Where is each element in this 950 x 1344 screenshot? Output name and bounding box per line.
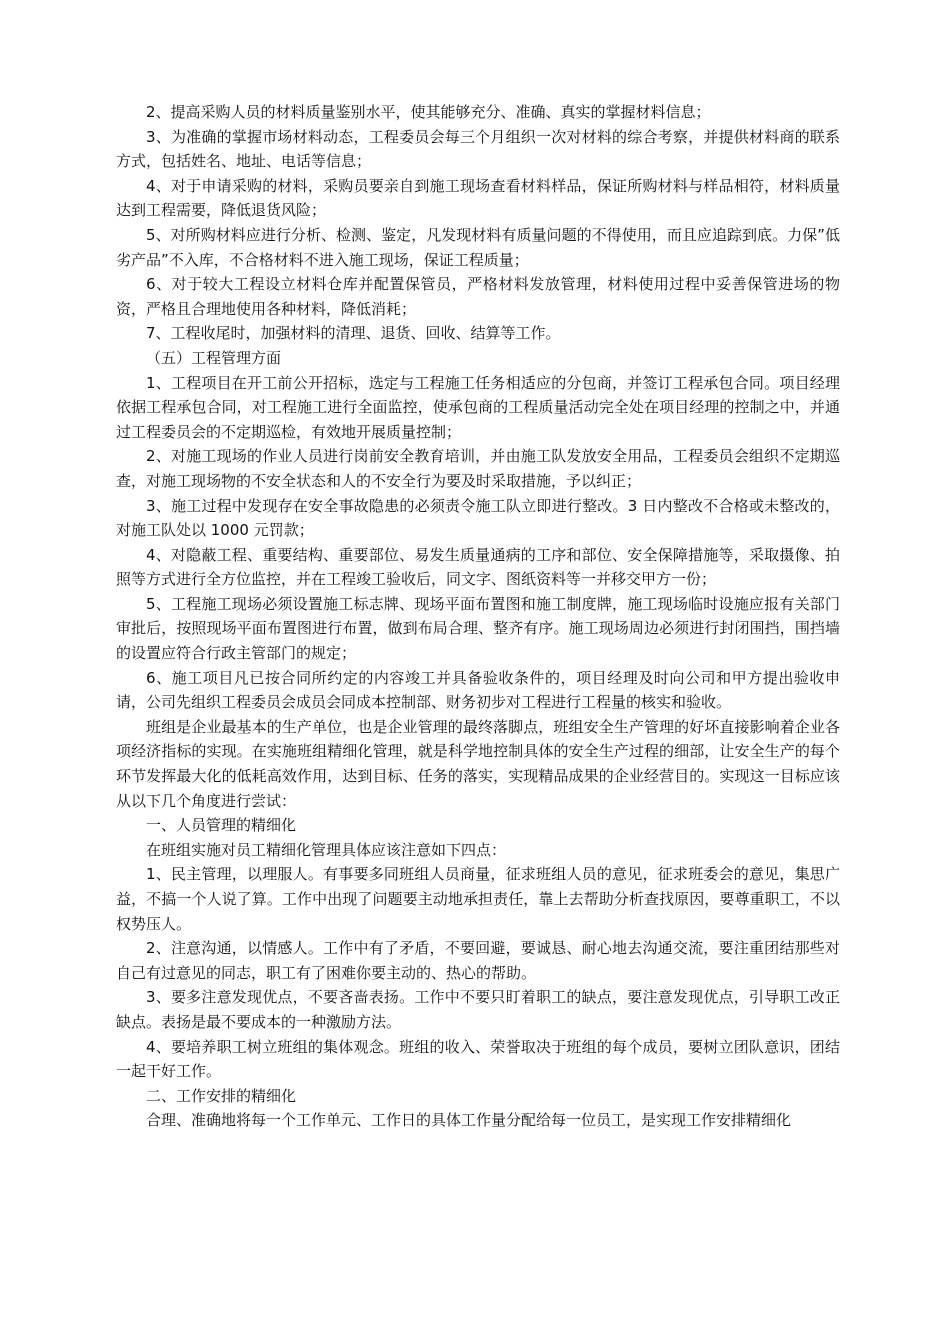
document-page xyxy=(116,100,840,1133)
paragraph-team-management-intro: 班组是企业最基本的生产单位，也是企业管理的最终落脚点，班组安全生产管理的好坏直接影响着企业各项经济指标的实现。在实施班组精细化管理，就是科学地控制具体的安全生产过程的细部，让安全生产的每个环节发挥最大化的低耗高效作用，达到目标、任务的落实，实现精品成果的企业经营目的。实现这一目标应该从以下几个角度进行尝试： xyxy=(116,717,840,810)
paragraph-material-quality-training: 2、提高采购人员的材料质量鉴别水平，使其能够充分、准确、真实的掌握材料信息； xyxy=(146,103,711,121)
paragraph-market-survey: 3、为准确的掌握市场材料动态，工程委员会每三个月组织一次对材料的综合考察，并提供材料商的联系方式，包括姓名、地址、电话等信息； xyxy=(116,127,840,171)
paragraph-project-closing: 7、工程收尾时，加强材料的清理、退货、回收、结算等工作。 xyxy=(146,324,561,343)
paragraph-site-signage: 5、工程施工现场必须设置施工标志牌、现场平面布置图和施工制度牌，施工现场临时设施应报有关部门审批后，按照现场平面布置图进行布置，做到布局合理、整齐有序。施工现场周边必须进行封闭围挡，围挡墙的设置应符合行政主管部门的规定； xyxy=(116,594,840,663)
paragraph-praise: 3、要多注意发现优点，不要吝啬表扬。工作中不要只盯着职工的缺点，要注意发现优点，引导职工改正缺点。表扬是最不要成本的一种激励方法。 xyxy=(116,988,840,1031)
paragraph-tendering: 1、工程项目在开工前公开招标，选定与工程施工任务相适应的分包商，并签订工程承包合同。项目经理依据工程承包合同，对工程施工进行全面监控，使承包商的工程质量活动完全处在项目经理的控制之中，并通过工程委员会的不定期巡检，有效地开展质量控制； xyxy=(116,373,840,441)
section-heading-personnel: 一、人员管理的精细化 xyxy=(146,816,297,835)
paragraph-acceptance: 6、施工项目凡已按合同所约定的内容竣工并具备验收条件的，项目经理及时向公司和甲方提出验收申请，公司先组织工程委员会成员会同成本控制部、财务初步对工程进行工程量的核实和验收。 xyxy=(116,668,840,712)
section-heading-work-arrangement: 二、工作安排的精细化 xyxy=(146,1086,297,1105)
paragraph-safety-training: 2、对施工现场的作业人员进行岗前安全教育培训，并由施工队发放安全用品，工程委员会组织不定期巡查，对施工现场物的不安全状态和人的不安全行为要及时采取措施，予以纠正； xyxy=(116,447,840,490)
paragraph-material-inspection: 5、对所购材料应进行分析、检测、鉴定，凡发现材料有质量问题的不得使用，而且应追踪到底。力保”低劣产品”不入库，不合格材料不进入施工现场，保证工程质量； xyxy=(116,225,840,269)
paragraph-concealed-works: 4、对隐蔽工程、重要结构、重要部位、易发生质量通病的工序和部位、安全保障措施等，采取摄像、拍照等方式进行全方位监控，并在工程竣工验收后，同文字、图纸资料等一并移交甲方一份； xyxy=(116,545,840,589)
paragraph-collective-spirit: 4、要培养职工树立班组的集体观念。班组的收入、荣誉取决于班组的每个成员，要树立团队意识，团结一起干好工作。 xyxy=(116,1037,840,1081)
paragraph-hazard-rectification: 3、施工过程中发现存在安全事故隐患的必须责令施工队立即进行整改。3 日内整改不合格或未整改的，对施工队处以 1000 元罚款； xyxy=(116,496,840,540)
paragraph-warehouse: 6、对于较大工程设立材料仓库并配置保管员，严格材料发放管理，材料使用过程中妥善保管进场的物资，严格且合理地使用各种材料，降低消耗； xyxy=(116,275,840,318)
paragraph-communication: 2、注意沟通，以情感人。工作中有了矛盾，不要回避，要诚恳、耐心地去沟通交流，要注重团结那些对自己有过意见的同志，职工有了困难你要主动的、热心的帮助。 xyxy=(116,939,840,982)
paragraph-work-allocation: 合理、准确地将每一个工作单元、工作日的具体工作量分配给每一位员工，是实现工作安排精细化 xyxy=(146,1111,792,1130)
section-heading-engineering-management: （五）工程管理方面 xyxy=(146,348,282,367)
paragraph-democratic-management: 1、民主管理，以理服人。有事要多同班组人员商量，征求班组人员的意见，征求班委会的意见，集思广益，不搞一个人说了算。工作中出现了问题要主动地承担责任，靠上去帮助分析查找原因，要尊重职工，不以权势压人。 xyxy=(116,865,840,933)
paragraph-sample-check: 4、对于申请采购的材料，采购员要亲自到施工现场查看材料样品，保证所购材料与样品相符，材料质量达到工程需要，降低退货风险； xyxy=(116,176,840,220)
paragraph-four-points: 在班组实施对员工精细化管理具体应该注意如下四点： xyxy=(146,840,507,859)
